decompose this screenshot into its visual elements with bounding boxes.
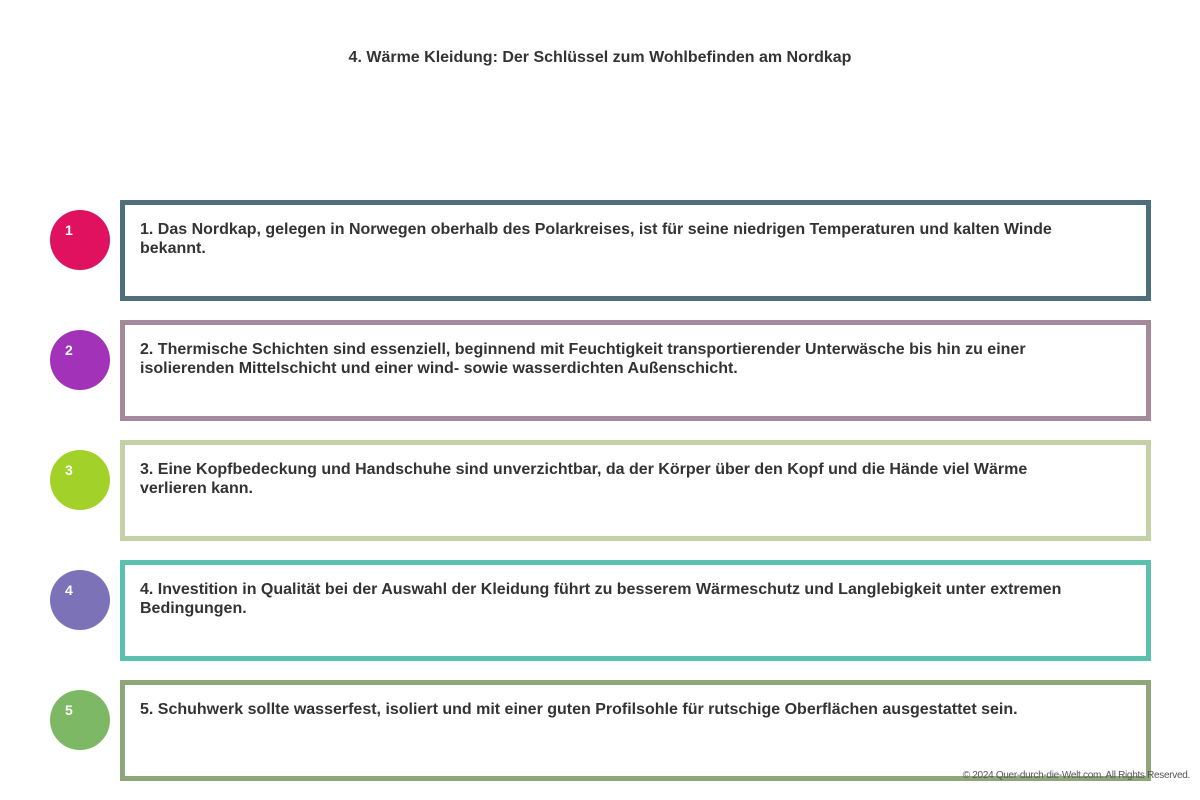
list-item-3 <box>0 440 1200 541</box>
list-item-2 <box>0 320 1200 421</box>
text-box-5 <box>120 680 1151 781</box>
text-box-content: 1. Das Nordkap, gelegen in Norwegen oberhalb des Polarkreises, ist für seine niedrigen Temperaturen und kalten Winde bekannt. <box>140 221 1052 257</box>
list-item-1 <box>0 200 1200 301</box>
text-box-3 <box>120 440 1151 541</box>
text-box-content: 4. Investition in Qualität bei der Auswahl der Kleidung führt zu besserem Wärmeschutz und Langlebigkeit unter extremen Bedingungen. <box>140 581 1062 617</box>
number-badge-2 <box>50 330 110 390</box>
number-badge-label: 5 <box>65 702 73 718</box>
number-badge-1 <box>50 210 110 270</box>
text-box-2 <box>120 320 1151 421</box>
number-badge-label: 2 <box>65 342 73 358</box>
number-badge-4 <box>50 570 110 630</box>
text-box-1 <box>120 200 1151 301</box>
text-box-4 <box>120 560 1151 661</box>
list-item-4 <box>0 560 1200 661</box>
page-title: 4. Wärme Kleidung: Der Schlüssel zum Wohlbefinden am Nordkap <box>348 49 852 66</box>
text-box-content: 2. Thermische Schichten sind essenziell, beginnend mit Feuchtigkeit transportierender Unterwäsche bis hin zu einer isolierenden Mittelschicht und einer wind- sowie wasserdichten Außenschicht. <box>140 341 1026 377</box>
text-box-content: 5. Schuhwerk sollte wasserfest, isoliert und mit einer guten Profilsohle für rutschige Oberflächen ausgestattet sein. <box>140 701 1018 718</box>
list-item-5 <box>0 680 1200 781</box>
number-badge-label: 1 <box>65 222 73 238</box>
text-box-content: 3. Eine Kopfbedeckung und Handschuhe sind unverzichtbar, da der Körper über den Kopf und die Hände viel Wärme verlieren kann. <box>140 461 1028 497</box>
number-badge-label: 3 <box>65 462 73 478</box>
number-badge-label: 4 <box>65 582 73 598</box>
copyright-footer: © 2024 Quer-durch-die-Welt.com. All Rights Reserved. <box>962 770 1190 781</box>
number-badge-3 <box>50 450 110 510</box>
number-badge-5 <box>50 690 110 750</box>
